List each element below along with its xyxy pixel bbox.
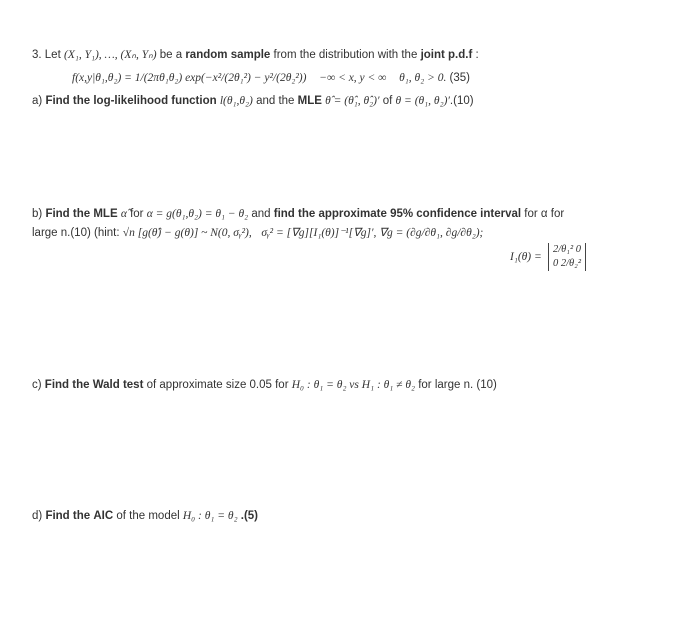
wald-test-text: Wald test <box>92 379 144 391</box>
aic-text: AIC <box>93 510 114 522</box>
part-c-size: of approximate size 0.05 for <box>146 379 289 391</box>
part-a-mle: MLE <box>297 95 322 107</box>
theta-hat: θ̂ = (θ̂₁, θ̂₂)′ <box>325 95 380 107</box>
part-b-large-n: large n.(10) (hint: <box>32 227 120 239</box>
log-likelihood-symbol: l(θ₁,θ₂) <box>219 95 253 107</box>
fisher-info-lhs: I₁(θ) = <box>510 251 542 264</box>
sample-variables: (X₁, Y₁), …, (Xₙ, Yₙ) <box>63 49 157 61</box>
part-b-label: b) <box>32 208 43 220</box>
part-d-model: of the model <box>116 510 180 522</box>
part-b-line1 <box>32 207 564 221</box>
part-d-label: d) <box>32 510 43 522</box>
part-c <box>32 378 497 392</box>
hint-variance: σᵧ² = [∇g][I₁(θ)]⁻¹[∇g]′, ∇g = (∂g/∂θ₁, ∂g/∂θ₂); <box>261 227 484 239</box>
part-a-marks: .(10) <box>449 95 474 107</box>
part-b-for: for <box>130 208 144 220</box>
matrix-row-2: 0 2/θ₂² <box>552 258 581 269</box>
part-b-and: and <box>251 208 271 220</box>
part-a-label: a) <box>32 95 43 107</box>
pdf-params: θ₁, θ₂ > 0. <box>399 72 447 84</box>
theta-vector: θ = (θ₁, θ₂)′ <box>395 95 450 107</box>
part-d-find: Find the <box>45 510 91 522</box>
part-b-find2: find the approximate <box>273 208 387 220</box>
colon-text: : <box>475 49 479 61</box>
part-a-text: Find the log-likelihood function <box>45 95 217 107</box>
part-c-find: Find the <box>44 379 90 391</box>
part-b-line2 <box>32 226 483 240</box>
alpha-hat: α̂ <box>120 208 127 220</box>
from-text: from the distribution with the <box>273 49 418 61</box>
fisher-information <box>510 243 586 271</box>
part-c-hypotheses: H₀ : θ₁ = θ₂ vs H₁ : θ₁ ≠ θ₂ <box>291 379 416 391</box>
fisher-info-matrix <box>548 243 586 271</box>
question-intro: 3. Let <box>32 49 61 61</box>
part-a-of: of <box>382 95 393 107</box>
pdf-formula: f(x,y|θ₁,θ₂) = 1/(2πθ₁θ₂) exp(−x²/(2θ₁²) − y²/(2θ₂²)) <box>72 72 307 84</box>
part-d-hypothesis: H₀ : θ₁ = θ₂ <box>182 510 238 522</box>
pdf-marks: (35) <box>449 72 470 84</box>
question-header <box>32 48 479 62</box>
be-a-text: be a <box>159 49 183 61</box>
part-a <box>32 94 474 108</box>
matrix-row-1: 2/θ₁² 0 <box>552 244 581 255</box>
part-c-marks: for large n. (10) <box>418 379 497 391</box>
part-c-label: c) <box>32 379 42 391</box>
part-b-for-alpha: for α for <box>524 208 565 220</box>
part-d-marks: .(5) <box>240 510 259 522</box>
pdf-domain: −∞ < x, y < ∞ <box>319 72 387 84</box>
confidence-interval-text: 95% confidence interval <box>390 208 522 220</box>
hint-asymptotic: √n [g(θ̂) − g(θ)] ~ N(0, σᵧ²), <box>122 227 252 239</box>
part-d <box>32 509 258 523</box>
part-b-find: Find the MLE <box>45 208 118 220</box>
pdf-line <box>72 71 470 85</box>
alpha-definition: α = g(θ₁,θ₂) = θ₁ − θ₂ <box>146 208 249 220</box>
joint-pdf-text: joint p.d.f <box>420 49 473 61</box>
part-a-and: and the <box>256 95 295 107</box>
random-sample-text: random sample <box>185 49 271 61</box>
